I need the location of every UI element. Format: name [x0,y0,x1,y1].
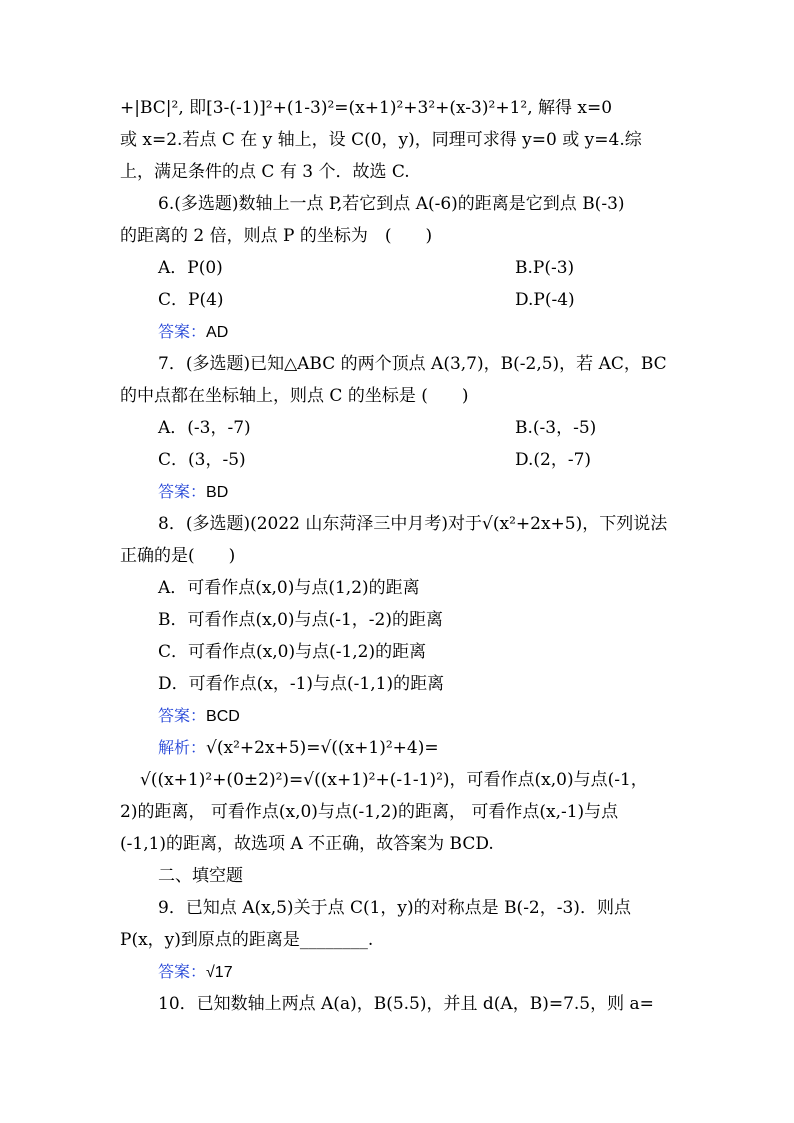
question-6-line: 6.(多选题)数轴上一点 P,若它到点 A(-6)的距离是它到点 B(-3) [158,194,625,214]
option-a: A．P(0) [158,258,223,278]
answer-value: AD [206,324,229,341]
text-line: 上，满足条件的点 C 有 3 个．故选 C. [120,162,410,182]
option-d: D．可看作点(x，-1)与点(-1,1)的距离 [158,674,445,694]
option-a: A．可看作点(x,0)与点(1,2)的距离 [158,578,420,598]
analysis-line: (-1,1)的距离，故选项 A 不正确，故答案为 BCD. [120,834,494,854]
option-a: A．(-3，-7) [158,418,251,438]
answer-6 [158,320,228,345]
answer-7 [158,480,228,505]
answer-value: BD [206,484,229,501]
section-heading: 二、填空题 [158,866,243,886]
question-10-line: 10．已知数轴上两点 A(a)，B(5.5)，并且 d(A，B)=7.5，则 a= [158,994,654,1014]
option-c: C．(3，-5) [158,450,246,470]
analysis-line: √((x+1)²+(0±2)²)=√((x+1)²+(-1-1)²)，可看作点(x,0)与点(-1， [140,770,648,790]
question-9-line: P(x，y)到原点的距离是________. [120,930,374,950]
answer-label: 答案： [158,706,207,725]
answer-label: 答案： [158,322,207,341]
option-b: B．可看作点(x,0)与点(-1，-2)的距离 [158,610,443,630]
text-line: 或 x=2.若点 C 在 y 轴上，设 C(0，y)，同理可求得 y=0 或 y=4.综 [120,130,642,150]
answer-label: 答案： [158,962,207,981]
question-8-line: 8．(多选题)(2022 山东菏泽三中月考)对于√(x²+2x+5)，下列说法 [158,514,668,534]
answer-value: BCD [206,708,240,725]
answer-8 [158,704,240,729]
analysis-line: 2)的距离， 可看作点(x,0)与点(-1,2)的距离， 可看作点(x,-1)与点 [120,802,619,822]
answer-9 [158,960,233,985]
analysis-label: 解析： [158,738,207,757]
option-b: B.(-3，-5) [515,418,597,438]
option-c: C．P(4) [158,290,224,310]
text-line: +|BC|², 即[3-(-1)]²+(1-3)²=(x+1)²+3²+(x-3)²+1², 解得 x=0 [120,98,613,118]
option-b: B.P(-3) [515,258,575,278]
question-9-line: 9．已知点 A(x,5)关于点 C(1，y)的对称点是 B(-2，-3)．则点 [158,898,631,918]
question-8-line: 正确的是( ) [120,546,236,566]
question-6-line: 的距离的 2 倍，则点 P 的坐标为 ( ) [120,226,433,246]
option-d: D.(2，-7) [515,450,592,470]
answer-label: 答案： [158,482,207,501]
question-7-line: 的中点都在坐标轴上，则点 C 的坐标是 ( ) [120,386,469,406]
analysis-line [158,736,439,760]
option-d: D.P(-4) [515,290,575,310]
question-7-line: 7．(多选题)已知△ABC 的两个顶点 A(3,7)，B(-2,5)，若 AC，BC [158,354,667,374]
answer-value: √17 [206,964,233,981]
option-c: C．可看作点(x,0)与点(-1,2)的距离 [158,642,427,662]
analysis-formula: √(x²+2x+5)=√((x+1)²+4)= [206,738,439,758]
